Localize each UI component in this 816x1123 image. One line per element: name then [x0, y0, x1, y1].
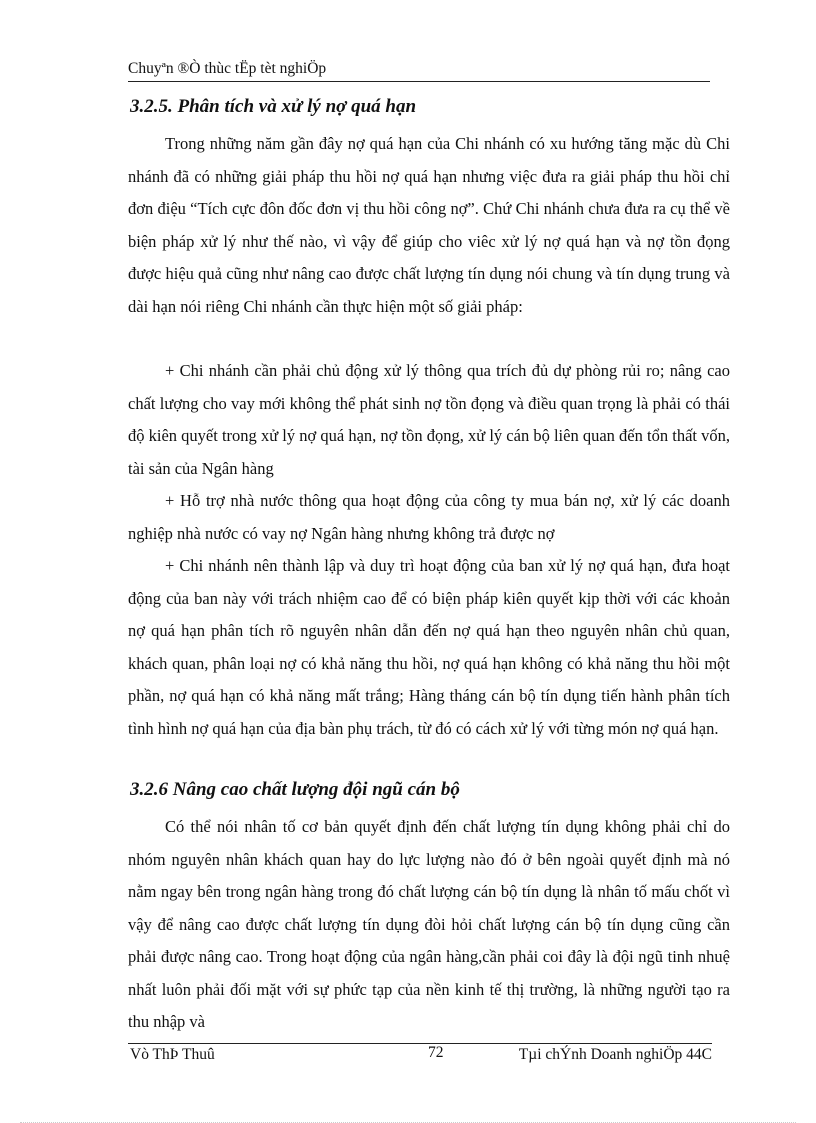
paragraph-intro: Trong những năm gần đây nợ quá hạn của Chi nhánh có xu hướng tăng mặc dù Chi nhánh đã có những giải pháp thu hồi nợ quá hạn nhưng việc đưa ra giải pháp thu hồi chỉ đơn điệu “Tích cực đôn đốc đơn vị thu hồi công nợ”. Chứ Chi nhánh chưa đưa ra cụ thể về biện pháp xử lý như thế nào, vì vậy để giúp cho viêc xử lý nợ quá hạn và nợ tồn đọng được hiệu quả cũng như nâng cao được chất lượng tín dụng nói chung và tín dụng trung và dài hạn nói riêng Chi nhánh cần thực hiện một số giải pháp: [128, 134, 730, 316]
section-title-staff-quality: 3.2.6 Nâng cao chất lượng đội ngũ cán bộ [130, 779, 460, 800]
page-header [128, 57, 710, 82]
paragraph-solution-3: + Chi nhánh nên thành lập và duy trì hoạt động của ban xử lý nợ quá hạn, đưa hoạt động của ban này với trách nhiệm cao để có biện pháp kiên quyết kịp thời với các khoản nợ quá hạn phân tích rõ nguyên nhân dẫn đến nợ quá hạn theo nguyên nhân chủ quan, khách quan, phân loại nợ có khả năng thu hồi, nợ quá hạn không có khả năng thu hồi một phần, nợ quá hạn có khả năng mất trắng; Hàng tháng cán bộ tín dụng tiến hành phân tích tình hình nợ quá hạn của địa bàn phụ trách, từ đó có cách xử lý với từng món nợ quá hạn. [128, 556, 730, 738]
header-text: Chuyªn ®Ò thùc tËp tèt nghiÖp [128, 60, 327, 77]
page-footer [128, 1043, 712, 1070]
paragraph-staff-quality: Có thể nói nhân tố cơ bản quyết định đến chất lượng tín dụng không phải chỉ do nhóm nguyên nhân khách quan hay do lực lượng nào đó ở bên ngoài quyết định mà nó nằm ngay bên trong ngân hàng trong đó chất lượng cán bộ tín dụng là nhân tố mấu chốt vì vậy để nâng cao được chất lượng tín dụng đòi hỏi chất lượng cán bộ tín dụng cũng cần phải được nâng cao. Trong hoạt động của ngân hàng,cần phải coi đây là đội ngũ tinh nhuệ nhất luôn phải đối mặt với sự phức tạp của nền kinh tế thị trường, là những người tạo ra thu nhập và [128, 817, 730, 1031]
paragraph-solution-1: + Chi nhánh cần phải chủ động xử lý thông qua trích đủ dự phòng rủi ro; nâng cao chất lượng cho vay mới không thể phát sinh nợ tồn đọng và điều quan trọng là phải có thái độ kiên quyết trong xử lý nợ quá hạn, nợ tồn đọng, xử lý cán bộ liên quan đến tổn thất vốn, tài sản của Ngân hàng [128, 361, 730, 478]
paragraph-solution-2: + Hỗ trợ nhà nước thông qua hoạt động của công ty mua bán nợ, xử lý các doanh nghiệp nhà nước có vay nợ Ngân hàng nhưng không trả được nợ [128, 491, 730, 543]
footer-author: Vò ThÞ Thuû [130, 1046, 215, 1063]
footer-department: Tµi chÝnh Doanh nghiÖp 44C [518, 1046, 712, 1063]
page-number: 72 [428, 1044, 444, 1061]
section-title-overdue-debt: 3.2.5. Phân tích và xử lý nợ quá hạn [130, 96, 417, 117]
